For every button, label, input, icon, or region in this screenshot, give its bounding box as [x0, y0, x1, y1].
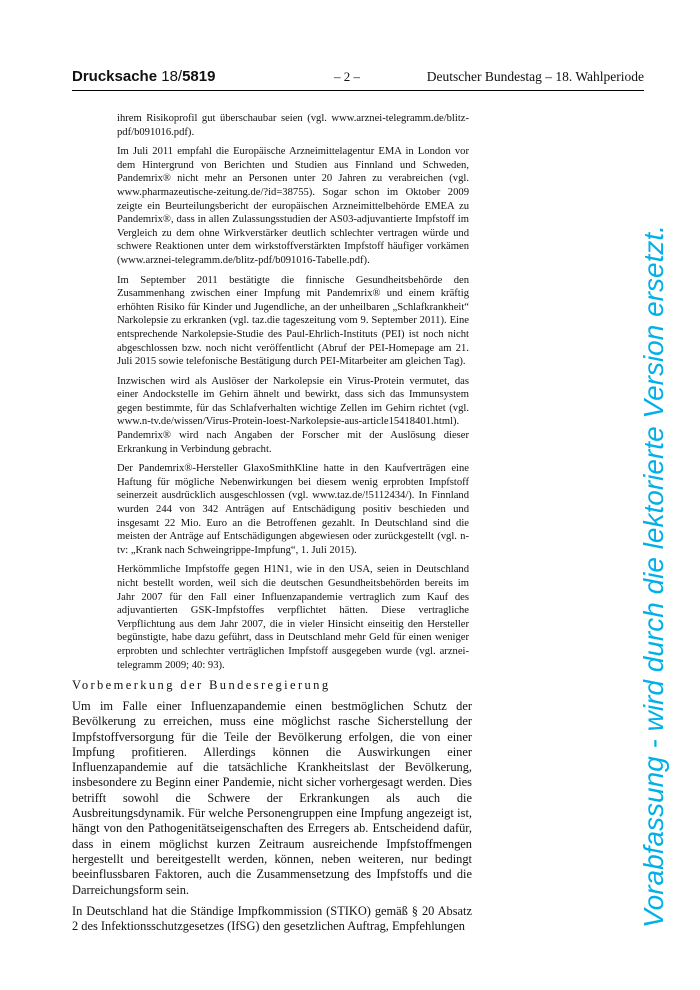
- publisher: Deutscher Bundestag – 18. Wahlperiode: [426, 69, 644, 84]
- page-number: – 2 –: [334, 69, 360, 84]
- quote-paragraph: Herkömmliche Impfstoffe gegen H1N1, wie in den USA, seien in Deutschland nicht bestellt worden, weil sich die deutschen Gesundheitsbehörden bereits im Jahr 2007 für den Fall einer Influenzapandemie vertraglich zum Kauf des adjuvantierten GSK-Impfstoffes verpflichtet hätten. Diese vertragliche Verpflichtung aus dem Jahr 2007, die in vieler Hinsicht einseitig den Hersteller begünstigte, habe dazu geführt, dass in Deutschland mehr Geld für einen weniger erprobten und schlechter verträglichen Impfstoff ausgegeben wurde (vgl. arznei-telegramm 2009; 40: 93).: [117, 564, 469, 671]
- quoted-text-block: [117, 112, 469, 678]
- body-paragraph: Um im Falle einer Influenzapandemie einen bestmöglichen Schutz der Bevölkerung zu erreichen, muss eine möglichst rasche Sicherstellung der Impfstoffversorgung für die Teile der Bevölkerung erfolgen, die von einer Impfung profitieren. Allerdings können die Auswirkungen einer Influenzapandemie auf die tatsächliche Krankheitslast der Bevölkerung, insbesondere zu Beginn einer Pandemie, nicht sicher vorhergesagt werden. Dies betrifft sowohl die Schwere der Erkrankungen als auch die Ausbreitungsdynamik. Für welche Personengruppen eine Impfung angezeigt ist, hängt von den Pathogenitätseigenschaften des Erregers ab. Entscheidend dafür, dass in einem möglichst kurzen Zeitraum ausreichende Impfstoffmengen hergestellt und bereitgestellt werden, können, neben weiteren, nur bedingt beeinflussbaren Faktoren, auch die Zusammensetzung des Impfstoffs und die Darreichungsform sein.: [72, 699, 472, 897]
- quote-paragraph: ihrem Risikoprofil gut überschaubar seien (vgl. www.arznei-telegramm.de/blitz-pdf/b091016.pdf).: [117, 113, 469, 138]
- body-paragraph: In Deutschland hat die Ständige Impfkommission (STIKO) gemäß § 20 Absatz 2 des Infektionsschutzgesetzes (IfSG) den gesetzlichen Auftrag, Empfehlungen: [72, 903, 472, 934]
- quote-paragraph: Im Juli 2011 empfahl die Europäische Arzneimittelagentur EMA in London vor dem Hintergrund von Berichten und Studien aus Finnland und Schweden, Pandemrix® nicht mehr an Personen unter 20 Jahren zu verabreichen (vgl. www.pharmazeutische-zeitung.de/?id=38755). Sogar schon im Oktober 2009 zeigte ein Beurteilungsbericht der europäischen Arzneimittelbehörde EMEA zu Pandemrix®, dass in allen Zulassungsstudien der AS03-adjuvantierte Impfstoff im Vergleich zu dem ohne Wirkverstärker deutlich schlechter vertragen würde und schwere Reaktionen unter dem wirkstoffverstärkten Impfstoff häufiger vorkämen (www.arznei-telegramm.de/blitz-pdf/b091016-Tabelle.pdf).: [117, 146, 469, 266]
- doc-number: 5819: [182, 68, 216, 85]
- quote-paragraph: Der Pandemrix®-Hersteller GlaxoSmithKline hatte in den Kaufverträgen eine Haftung für mögliche Nebenwirkungen bei diesem wenig erprobten Impfstoff seinerzeit ausdrücklich ausgeschlossen (vgl. www.taz.de/!5112434/). In Finnland wurden 244 von 342 Anträgen auf Entschädigung positiv beschieden und insgesamt 22 Mio. Euro an die Betroffenen gezahlt. In Deutschland sind die meisten der Anträge auf Entschädigungen abgewiesen oder zurückgestellt (vgl. n-tv: „Krank nach Schweingrippe-Impfung“, 1. Juli 2015).: [117, 463, 469, 556]
- section-heading: Vorbemerkung der Bundesregierung: [72, 678, 331, 692]
- page-header: [72, 68, 644, 90]
- draft-watermark: Vorabfassung - wird durch die lektorierte Version ersetzt.: [638, 225, 669, 928]
- government-preface: [72, 678, 472, 940]
- header-rule: [72, 90, 644, 91]
- doc-label: Drucksache: [72, 68, 158, 85]
- quote-paragraph: Im September 2011 bestätigte die finnische Gesundheitsbehörde den Zusammenhang zwischen einer Impfung mit Pandemrix® und einem kräftig erhöhten Risiko für Kinder und Jugendliche, an der unheilbaren „Schlafkrankheit“ Narkolepsie zu erkranken (vgl. taz.die tageszeitung vom 9. September 2011). Eine entsprechende Narkolepsie-Studie des Paul-Ehrlich-Instituts (PEI) ist noch nicht abgeschlossen bzw. noch nicht veröffentlicht (Abruf der PEI-Homepage am 21. Juli 2015 sowie telefonische Bestätigung durch PEI-Mitarbeiter am gleichen Tag).: [117, 274, 469, 368]
- doc-prefix: 18/: [161, 68, 183, 85]
- quote-paragraph: Inzwischen wird als Auslöser der Narkolepsie ein Virus-Protein vermutet, das einer Andockstelle im Gehirn ähnelt und bewirkt, dass sich das Immunsystem gegen bestimmte, für das Schlafverhalten wichtige Zellen im Gehirn richtet (vgl. www.n-tv.de/wissen/Virus-Protein-loest-Narkolepsie-aus-article15418401.html). Pandemrix® wird nach Angaben der Forscher mit der Auslösung dieser Erkrankung in Verbindung gebracht.: [117, 375, 469, 455]
- document-number: [72, 68, 215, 85]
